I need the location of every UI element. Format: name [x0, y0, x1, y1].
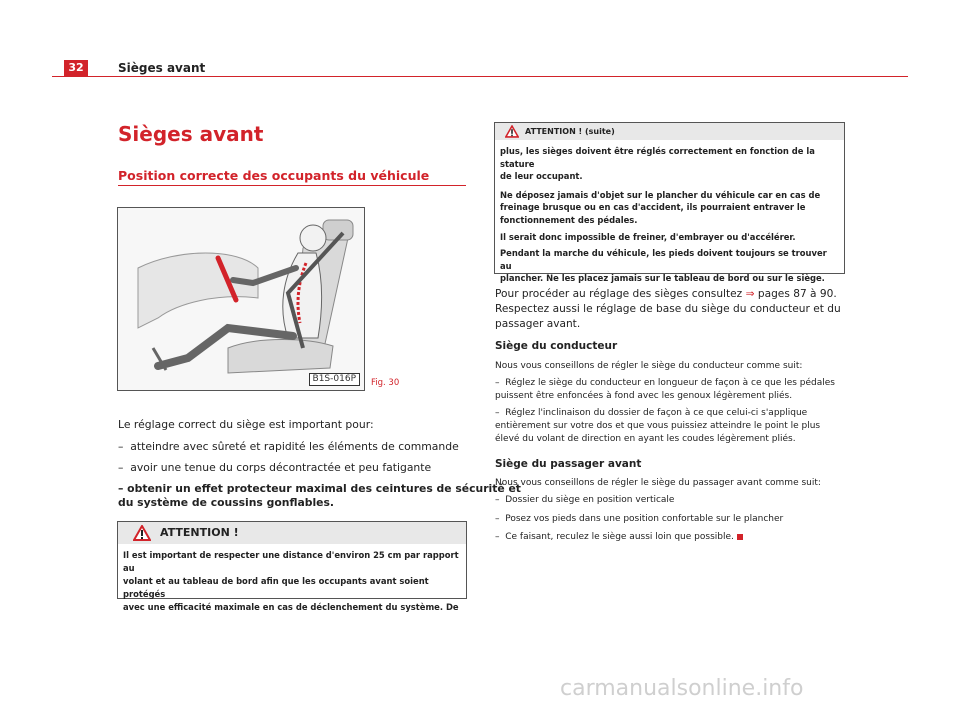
list-item-text: Réglez l'inclinaison du dossier de façon à ce que celui-ci s'applique — [505, 408, 808, 418]
list-item-text: Posez vos pieds dans une position confortable sur le plancher — [505, 514, 784, 524]
list-dash: – — [495, 408, 500, 418]
page-number: 32 — [64, 60, 88, 76]
passenger-seat-intro: Nous vous conseillons de régler le siège du passager avant comme suit: — [495, 478, 821, 488]
attention-line: avec une efficacité maximale en cas de déclenchement du système. De — [123, 602, 459, 612]
list-dash: – — [118, 482, 124, 495]
attention-continued-body — [495, 140, 844, 289]
attention-continued-box — [494, 122, 845, 284]
attention-line: plus, les sièges doivent être réglés correctement en fonction de la stature — [500, 146, 815, 169]
attention-continued-header — [495, 123, 844, 140]
list-item-text: obtenir un effet protecteur maximal des ceintures de sécurité et — [127, 482, 521, 495]
warning-triangle-icon — [505, 125, 519, 138]
passenger-seat-heading: Siège du passager avant — [495, 458, 642, 470]
list-item-text: Ce faisant, reculez le siège aussi loin que possible. — [505, 532, 734, 542]
list-item — [495, 513, 783, 526]
list-item-text: atteindre avec sûreté et rapidité les éléments de commande — [130, 440, 459, 453]
section-subtitle: Position correcte des occupants du véhicule — [118, 168, 430, 183]
attention-line: fonctionnement des pédales. — [500, 214, 638, 225]
section-title: Sièges avant — [118, 122, 264, 146]
attention-line: volant et au tableau de bord afin que les occupants avant soient protégés — [123, 576, 429, 599]
figure-code: B1S-016P — [309, 373, 360, 386]
attention-line: Ne déposez jamais d'objet sur le plancher du véhicule car en cas de — [500, 189, 821, 200]
attention-line: Il serait donc impossible de freiner, d'embrayer ou d'accélérer. — [500, 231, 796, 242]
attention-line: de leur occupant. — [500, 171, 583, 182]
attention-line: freinage brusque ou en cas d'accident, ils pourraient entraver le — [500, 202, 806, 213]
list-item — [118, 438, 459, 455]
warning-triangle-icon — [133, 525, 151, 541]
intro-text: Le réglage correct du siège est important pour: — [118, 418, 374, 431]
list-dash: – — [118, 461, 124, 474]
attention-body — [118, 544, 466, 618]
attention-line: Pendant la marche du véhicule, les pieds doivent toujours se trouver au — [500, 248, 827, 271]
attention-box-header — [118, 522, 466, 544]
header-title: Sièges avant — [118, 61, 206, 75]
list-item — [495, 494, 674, 507]
attention-continued-title: ATTENTION ! (suite) — [525, 127, 615, 136]
list-dash: – — [495, 532, 500, 542]
reference-paragraph-line — [495, 287, 837, 303]
subtitle-rule — [118, 185, 466, 186]
list-item — [118, 459, 431, 476]
list-item-continued: puissent être enfoncées à fond avec les genoux légèrement pliés. — [495, 391, 793, 401]
seated-driver-illustration — [118, 208, 364, 390]
list-item-text: avoir une tenue du corps décontractée et peu fatigante — [130, 461, 432, 474]
list-dash: – — [495, 378, 500, 388]
attention-line: Il est important de respecter une distance d'environ 25 cm par rapport au — [123, 550, 459, 573]
attention-line: plancher. Ne les placez jamais sur le tableau de bord ou sur le siège. — [500, 273, 825, 284]
list-dash: – — [495, 495, 500, 505]
list-item-text: Réglez le siège du conducteur en longueur de façon à ce que les pédales — [505, 378, 835, 388]
attention-title: ATTENTION ! — [160, 526, 239, 539]
list-item — [495, 531, 743, 544]
list-dash: – — [495, 514, 500, 524]
seating-position-figure — [117, 207, 365, 391]
reference-paragraph-line: Respectez aussi le réglage de base du siège du conducteur et du — [495, 303, 841, 315]
reference-text: Pour procéder au réglage des sièges consultez — [495, 288, 743, 300]
watermark: carmanualsonline.info — [560, 676, 804, 701]
list-item-continued: entièrement sur votre dos et que vous puissiez atteindre le point le plus — [495, 421, 821, 431]
attention-box — [117, 521, 467, 612]
driver-seat-intro: Nous vous conseillons de régler le siège du conducteur comme suit: — [495, 361, 803, 371]
header-rule — [52, 76, 908, 77]
page-reference-link[interactable]: pages 87 à 90. — [757, 288, 837, 300]
page-reference-arrow-icon: ⇒ — [745, 288, 755, 300]
list-item-continued: élevé du volant de direction en ayant les coudes légèrement pliés. — [495, 434, 796, 444]
list-item-bold-continued: du système de coussins gonflables. — [118, 496, 335, 509]
list-dash: – — [118, 440, 124, 453]
reference-paragraph-line: passager avant. — [495, 318, 581, 330]
figure-caption: Fig. 30 — [371, 378, 400, 388]
section-end-marker — [737, 534, 743, 540]
driver-seat-heading: Siège du conducteur — [495, 340, 618, 352]
list-item-text: Dossier du siège en position verticale — [505, 495, 675, 505]
list-item — [495, 377, 835, 390]
list-item — [495, 407, 807, 420]
